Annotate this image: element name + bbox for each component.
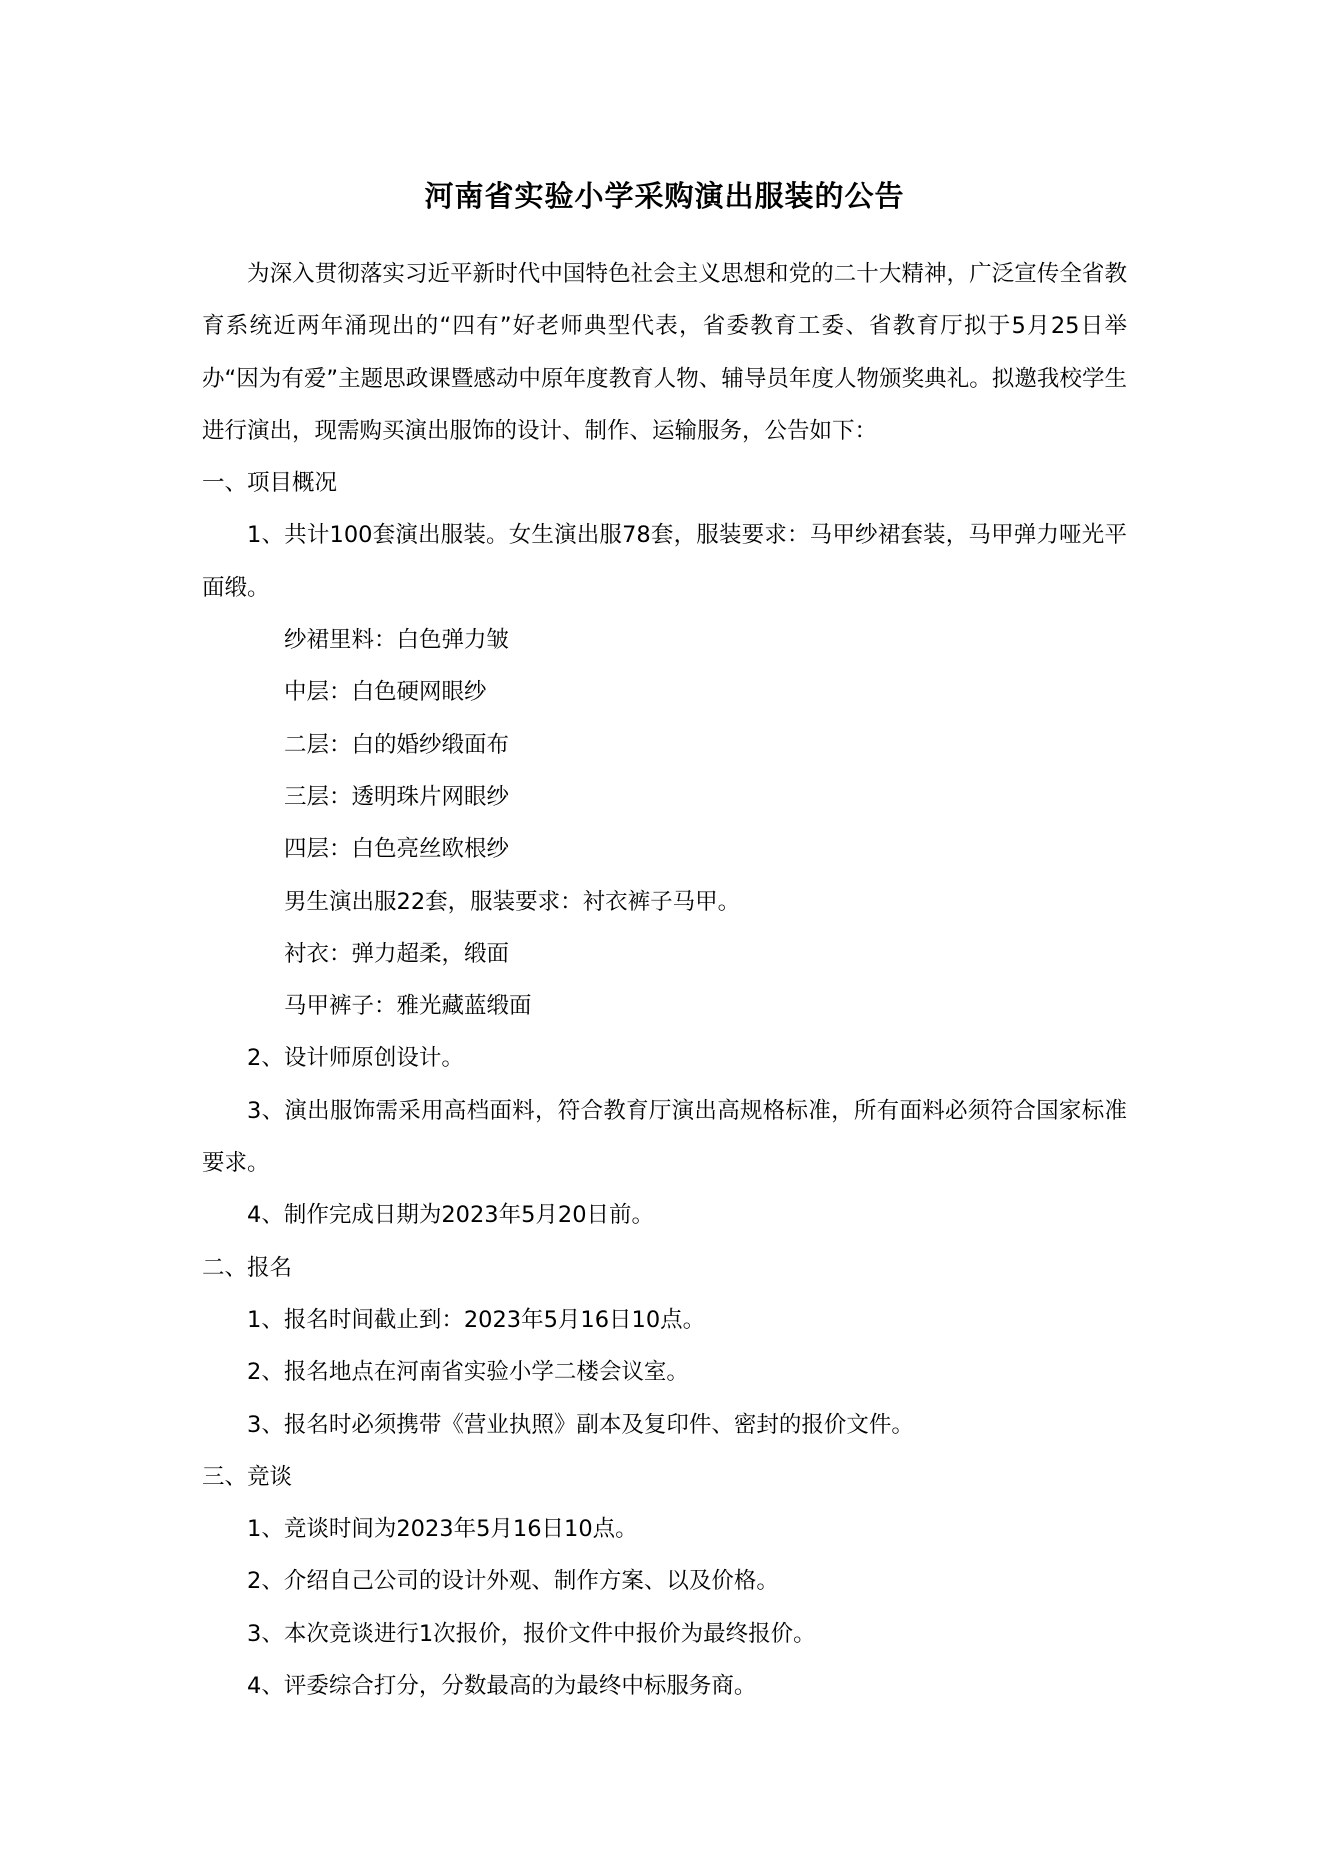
female-spec-item: 纱裙里料：白色弹力皱	[284, 627, 510, 654]
negotiation-item: 2、介绍自己公司的设计外观、制作方案、以及价格。	[247, 1568, 779, 1595]
negotiation-item: 1、竞谈时间为2023年5月16日10点。	[247, 1516, 638, 1543]
female-spec-item: 四层：白色亮丝欧根纱	[284, 836, 510, 863]
registration-item: 3、报名时必须携带《营业执照》副本及复印件、密封的报价文件。	[247, 1411, 914, 1438]
overview-item-2: 2、设计师原创设计。	[247, 1045, 464, 1072]
female-spec-item: 二层：白的婚纱缎面布	[284, 731, 510, 758]
negotiation-item: 4、评委综合打分，分数最高的为最终中标服务商。	[247, 1673, 757, 1700]
registration-item: 1、报名时间截止到：2023年5月16日10点。	[247, 1306, 706, 1333]
overview-item-4: 4、制作完成日期为2023年5月20日前。	[247, 1202, 655, 1229]
male-costume-intro: 男生演出服22套，服装要求：衬衣裤子马甲。	[284, 888, 741, 915]
female-spec-item: 三层：透明珠片网眼纱	[284, 783, 510, 810]
male-spec-item: 衬衣：弹力超柔，缎面	[284, 940, 510, 967]
overview-item-3: 3、演出服饰需采用高档面料，符合教育厅演出高规格标准，所有面料必须符合国家标准要求。	[202, 1097, 1127, 1177]
intro-paragraph: 为深入贯彻落实习近平新时代中国特色社会主义思想和党的二十大精神，广泛宣传全省教育系统近两年涌现出的“四有”好老师典型代表，省委教育工委、省教育厅拟于5月25日举办“因为有爱”主题思政课暨感动中原年度教育人物、辅导员年度人物颁奖典礼。拟邀我校学生进行演出，现需购买演出服饰的设计、制作、运输服务，公告如下：	[202, 261, 1127, 444]
female-spec-item: 中层：白色硬网眼纱	[284, 679, 487, 706]
section-heading-negotiation: 三、竞谈	[202, 1463, 293, 1490]
section-heading-overview: 一、项目概况	[202, 470, 338, 497]
section-heading-registration: 二、报名	[202, 1254, 293, 1281]
male-spec-item: 马甲裤子：雅光藏蓝缎面	[284, 993, 532, 1020]
negotiation-item: 3、本次竞谈进行1次报价，报价文件中报价为最终报价。	[247, 1620, 816, 1647]
registration-item: 2、报名地点在河南省实验小学二楼会议室。	[247, 1359, 689, 1386]
overview-item-1: 1、共计100套演出服装。女生演出服78套，服装要求：马甲纱裙套装，马甲弹力哑光平面缎。	[202, 522, 1127, 601]
page-title: 河南省实验小学采购演出服装的公告	[424, 179, 905, 213]
